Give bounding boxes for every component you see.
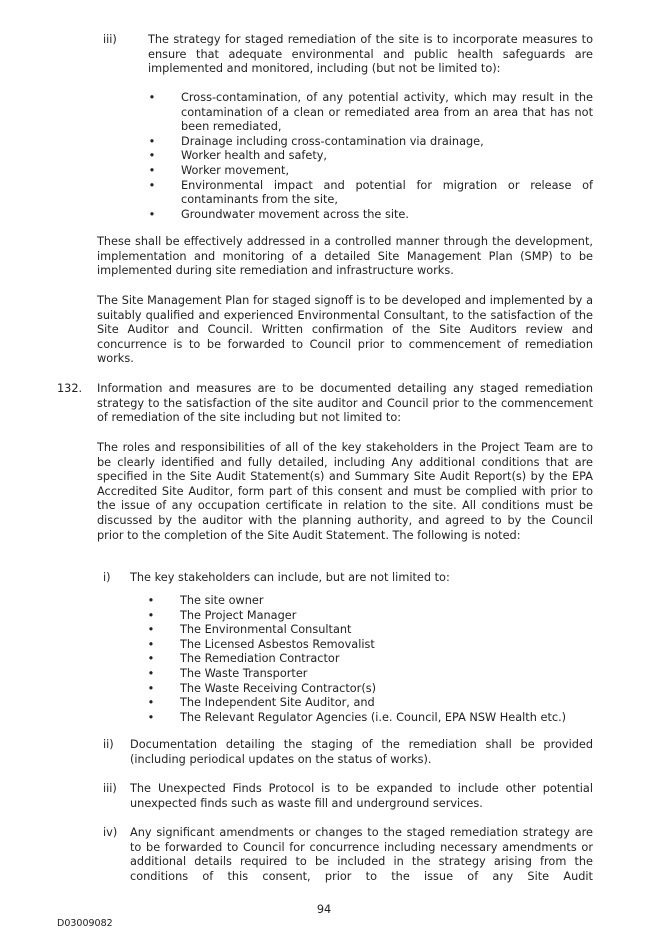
- list-item: • Groundwater movement across the site.: [148, 207, 409, 221]
- item-iii-label: iii): [103, 33, 117, 46]
- list-item: • Worker health and safety,: [148, 149, 328, 163]
- bullet-icon: •: [148, 163, 156, 177]
- list-item: • The Project Manager: [147, 608, 297, 622]
- sub-item-ii: [103, 738, 593, 767]
- bullet-icon: •: [148, 134, 156, 148]
- sub-item-iii-text: The Unexpected Finds Protocol is to be expanded to include other potential unexpected finds such as waste fill and underground services.: [130, 782, 593, 810]
- list-item: • The Environmental Consultant: [147, 623, 352, 637]
- list-item: • Drainage including cross-contamination via drainage,: [148, 134, 484, 148]
- bullet-icon: •: [147, 623, 155, 637]
- sub-item-i-text: The key stakeholders can include, but are not limited to:: [130, 571, 450, 584]
- list-item: • The Waste Transporter: [147, 666, 308, 680]
- bullet-icon: •: [147, 608, 155, 622]
- smp-paragraph: These shall be effectively addressed in a controlled manner through the development, implementation and monitoring of a detailed Site Management Plan (SMP) to be implemented during site remediation and infrastructure works.: [97, 235, 593, 278]
- sub-item-iv: [103, 826, 593, 884]
- stakeholder-bullet-list: [146, 594, 598, 725]
- page-number: 94: [316, 903, 332, 916]
- stakeholders-paragraph: The roles and responsibilities of all of the key stakeholders in the Project Team are to be clearly identified and fully detailed, including Any additional conditions that are specified in the Site Audit Statement(s) and Summary Site Audit Report(s) by the EPA Accredited Site Auditor, form part of this consent and must be complied with prior to the issue of any occupation certificate in relation to the site. All conditions must be discussed by the auditor with the planning authority, and agreed to by the Council prior to the completion of the Site Audit Statement. The following is noted:: [97, 441, 593, 542]
- bullet-icon: •: [148, 178, 156, 192]
- condition-132: [57, 382, 593, 426]
- bullet-icon: •: [148, 91, 156, 104]
- list-item: • The Waste Receiving Contractor(s): [147, 681, 377, 695]
- sub-item-i-label: i): [103, 571, 111, 584]
- condition-132-text: Information and measures are to be documented detailing any staged remediation strategy to the satisfaction of the site auditor and Council prior to the commencement of remediation of the site including but not limited to:: [97, 382, 593, 425]
- bullet-icon: •: [147, 710, 155, 724]
- bullet-icon: •: [147, 637, 155, 651]
- bullet-icon: •: [147, 681, 155, 695]
- list-item: • The Relevant Regulator Agencies (i.e. Council, EPA NSW Health etc.): [147, 710, 567, 724]
- list-item: • The site owner: [147, 594, 264, 607]
- sub-item-i: [103, 571, 593, 586]
- sub-item-ii-text: Documentation detailing the staging of the remediation shall be provided (including periodical updates on the status of works).: [130, 738, 593, 766]
- bullet-icon: •: [147, 696, 155, 710]
- sub-item-iii: [103, 782, 593, 811]
- list-item: • The Licensed Asbestos Removalist: [147, 637, 375, 651]
- condition-number: 132.: [57, 382, 83, 395]
- list-item: • Worker movement,: [148, 163, 290, 177]
- bullet-icon: •: [147, 652, 155, 666]
- list-item: • Cross-contamination, of any potential activity, which may result in the contamination of a clean or remediated area from an area that has not been remediated,: [148, 91, 593, 134]
- list-item: • Environmental impact and potential for migration or release of contaminants from the site,: [148, 178, 593, 207]
- bullet-icon: •: [148, 149, 156, 163]
- item-iii-text: The strategy for staged remediation of the site is to incorporate measures to ensure that adequate environmental and public health safeguards are implemented and monitored, including (but not be limited to):: [148, 33, 593, 76]
- bullet-icon: •: [147, 666, 155, 680]
- item-iii: [103, 33, 593, 77]
- list-item: • The Remediation Contractor: [147, 652, 340, 666]
- document-code: D03009082: [57, 918, 113, 929]
- bullet-icon: •: [147, 594, 155, 607]
- bullet-icon: •: [148, 207, 156, 221]
- sub-item-iv-label: iv): [103, 826, 118, 839]
- smp-signoff-paragraph: The Site Management Plan for staged signoff is to be developed and implemented by a suitably qualified and experienced Environmental Consultant, to the satisfaction of the Site Auditor and Council. Written confirmation of the Site Auditors review and concurrence is to be forwarded to Council prior to commencement of remediation works.: [97, 294, 593, 366]
- sub-item-iv-text: Any significant amendments or changes to the staged remediation strategy are to be forwarded to Council for concurrence including necessary amendments or additional details required to be included in the strategy arising from the conditions of this consent, prior to the issue of any Site Audit: [130, 826, 593, 883]
- list-item: • The Independent Site Auditor, and: [147, 696, 375, 710]
- item-iii-bullet-list: [147, 91, 593, 222]
- sub-item-ii-label: ii): [103, 738, 114, 751]
- sub-item-iii-label: iii): [103, 782, 117, 795]
